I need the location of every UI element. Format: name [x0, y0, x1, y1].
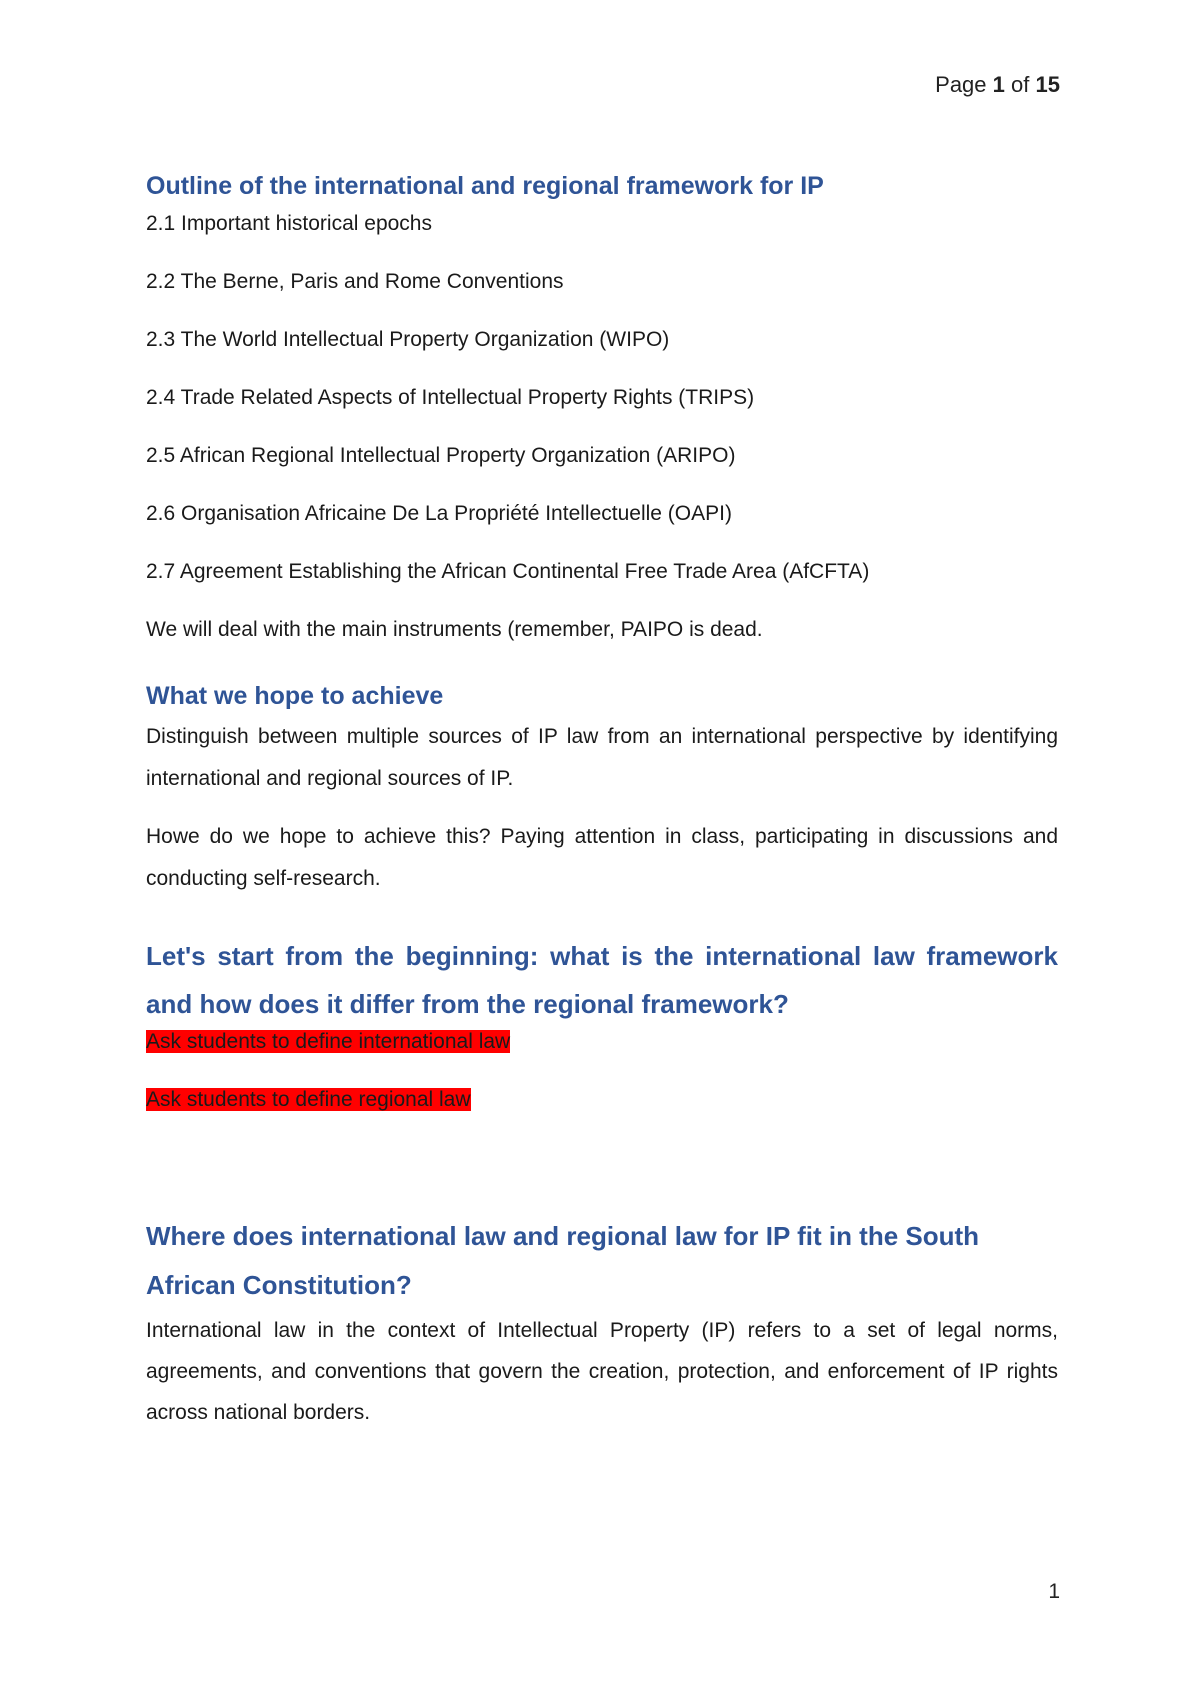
outline-item: 2.2 The Berne, Paris and Rome Conventions: [146, 270, 564, 293]
where-heading: Where does international law and regional law for IP fit in the South African Constitution?: [146, 1221, 980, 1300]
outline-item: 2.3 The World Intellectual Property Organization (WIPO): [146, 328, 670, 351]
page-header: [935, 72, 1060, 98]
where-paragraph: International law in the context of Intellectual Property (IP) refers to a set of legal norms, agreements, and conventions that govern the creation, protection, and enforcement of IP rights across national borders.: [146, 1319, 1058, 1424]
page-footer-number: 1: [1048, 1580, 1060, 1603]
outline-list: [146, 210, 1058, 644]
outline-item: 2.7 Agreement Establishing the African Continental Free Trade Area (AfCFTA): [146, 560, 870, 583]
total-pages-number: 15: [1035, 72, 1060, 97]
outline-item: 2.4 Trade Related Aspects of Intellectual Property Rights (TRIPS): [146, 386, 755, 409]
hope-paragraph-2: Howe do we hope to achieve this? Paying attention in class, participating in discussions and conducting self-research.: [146, 825, 1058, 890]
highlighted-note-1: [146, 1028, 1058, 1056]
outline-item: 2.5 African Regional Intellectual Property Organization (ARIPO): [146, 444, 736, 467]
highlighted-text: Ask students to define regional law: [146, 1088, 471, 1111]
highlighted-note-2: [146, 1086, 1058, 1114]
outline-item: 2.1 Important historical epochs: [146, 212, 432, 235]
document-body: [146, 168, 1058, 1433]
outline-note: We will deal with the main instruments (remember, PAIPO is dead.: [146, 618, 763, 641]
outline-item: 2.6 Organisation Africaine De La Propriété Intellectuelle (OAPI): [146, 502, 732, 525]
of-label: of: [1011, 72, 1030, 97]
outline-heading: Outline of the international and regional framework for IP: [146, 172, 824, 200]
start-heading: Let's start from the beginning: what is the international law framework and how does it differ from the regional framework?: [146, 941, 1058, 1019]
hope-paragraph-1: Distinguish between multiple sources of IP law from an international perspective by identifying international and regional sources of IP.: [146, 725, 1058, 790]
hope-heading: What we hope to achieve: [146, 682, 444, 710]
current-page-number: 1: [992, 72, 1005, 97]
page-label: Page: [935, 72, 987, 97]
highlighted-text: Ask students to define international law: [146, 1030, 511, 1053]
